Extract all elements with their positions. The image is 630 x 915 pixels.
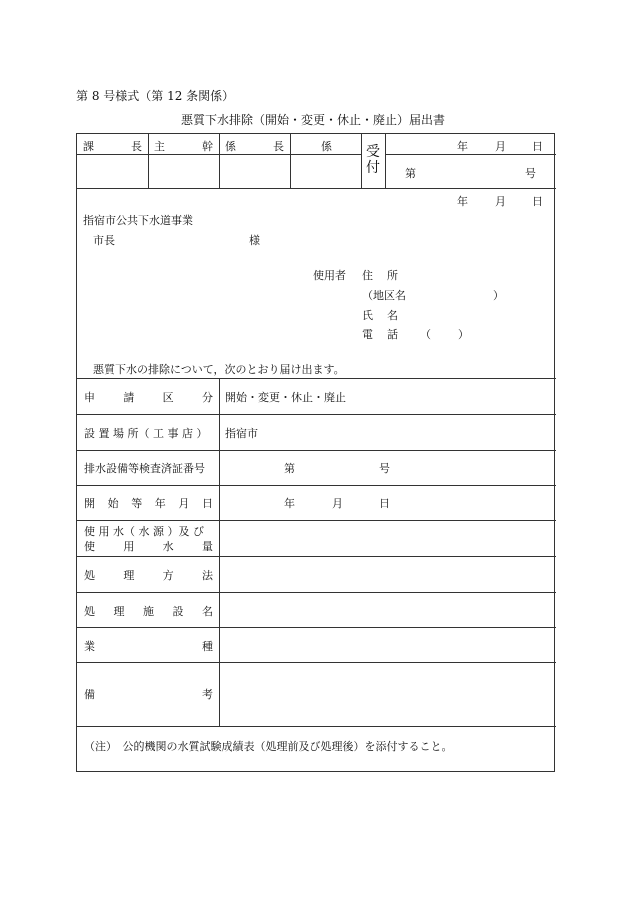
label-treatment-method: 処 理 方 法: [84, 569, 213, 582]
label-inspection-no: 排水設備等検査済証番号: [84, 462, 205, 475]
start-date-day: 日: [379, 497, 390, 510]
statement: 悪質下水の排除について，次のとおり届け出ます。: [93, 363, 345, 376]
user-label: 使用者: [313, 269, 346, 282]
label-application-type: 申 請 区 分: [84, 391, 213, 404]
label-treatment-facility: 処 理 施 設 名: [84, 605, 213, 618]
label-remarks: 備 考: [84, 688, 213, 701]
divider: [77, 450, 556, 451]
label-install-location: 設 置 場 所（ 工 事 店 ）: [84, 427, 208, 440]
divider: [77, 520, 556, 521]
divider: [361, 134, 362, 188]
form-title: 悪質下水排除（開始・変更・休止・廃止）届出書: [181, 113, 446, 127]
addressee-title: 市長: [93, 234, 115, 247]
divider: [77, 485, 556, 486]
addressee-org: 指宿市公共下水道事業: [83, 214, 193, 227]
divider: [148, 134, 149, 188]
district-open: （地区名: [362, 289, 406, 302]
divider: [77, 662, 556, 663]
divider: [77, 592, 556, 593]
inspection-no-prefix: 第: [284, 462, 295, 475]
receipt-label: 受 付: [366, 144, 380, 176]
approval-shukan: 主 幹: [154, 140, 213, 153]
phone-open: （: [420, 328, 431, 341]
notice-day: 日: [532, 195, 543, 208]
receipt-day: 日: [532, 140, 543, 153]
divider: [385, 134, 386, 188]
receipt-no-prefix: 第: [405, 167, 416, 180]
receipt-month: 月: [495, 140, 506, 153]
divider: [77, 414, 556, 415]
district-close: ）: [493, 289, 504, 302]
start-date-year: 年: [284, 497, 295, 510]
approval-kakaricho: 係 長: [225, 140, 284, 153]
divider: [219, 134, 220, 188]
receipt-no-suffix: 号: [525, 167, 536, 180]
divider: [77, 726, 556, 727]
start-date-month: 月: [332, 497, 343, 510]
label-start-date: 開 始 等 年 月 日: [84, 497, 213, 510]
approval-kacho: 課 長: [83, 140, 142, 153]
value-install-location: 指宿市: [225, 427, 258, 440]
divider: [77, 378, 556, 379]
phone-close: ）: [458, 328, 469, 341]
notice-year: 年: [457, 195, 468, 208]
label-industry: 業 種: [84, 640, 213, 653]
divider: [219, 378, 220, 726]
divider: [290, 134, 291, 188]
approval-kakari: 係: [321, 140, 332, 153]
application-form: [76, 133, 555, 772]
inspection-no-suffix: 号: [379, 462, 390, 475]
label-water-amount: 使 用 水 量: [84, 540, 213, 553]
note: （注） 公的機関の水質試験成績表（処理前及び処理後）を添付すること。: [84, 740, 453, 753]
honorific: 様: [249, 234, 260, 247]
receipt-year: 年: [457, 140, 468, 153]
value-application-type: 開始・変更・休止・廃止: [225, 391, 346, 404]
divider: [385, 154, 556, 155]
name-label: 氏 名: [362, 309, 398, 322]
divider: [77, 188, 556, 189]
label-water-source: 使 用 水（ 水 源 ）及 び: [84, 525, 204, 538]
notice-month: 月: [495, 195, 506, 208]
form-number: 第 8 号様式（第 12 条関係）: [76, 89, 235, 103]
phone-label: 電 話: [362, 328, 398, 341]
divider: [77, 556, 556, 557]
address-label: 住 所: [362, 269, 398, 282]
divider: [77, 627, 556, 628]
